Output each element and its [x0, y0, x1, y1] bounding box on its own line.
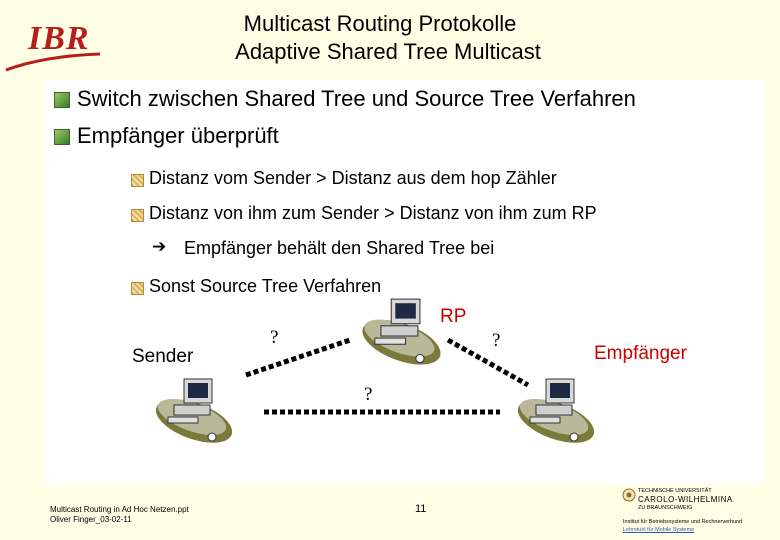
bullet-distanz-sender: Distanz vom Sender > Distanz aus dem hop Zähler [149, 168, 557, 188]
question-mark-left: ? [270, 327, 279, 348]
arrow-right-icon: ➔ [152, 237, 167, 257]
question-mark-right: ? [492, 330, 501, 351]
page-number: 11 [415, 503, 427, 515]
question-mark-bottom: ? [364, 384, 373, 405]
bullet-source-tree: Sonst Source Tree Verfahren [149, 276, 382, 296]
chair-line[interactable]: Lehrstuhl für Mobile Systeme [623, 527, 695, 533]
bullet-empfaenger: Empfänger überprüft [77, 123, 279, 148]
university-line-2: CAROLO-WILHELMINA [638, 495, 733, 504]
university-line-1: TECHNISCHE UNIVERSITÄT [638, 488, 712, 494]
link-sender-rp [246, 340, 350, 375]
footer-filename: Multicast Routing in Ad Hoc Netzen.ppt [50, 505, 189, 514]
title-line-2: Adaptive Shared Tree Multicast [235, 39, 541, 64]
bullet-switch: Switch zwischen Shared Tree und Source Tree Verfahren [77, 86, 636, 111]
institute-line: Institut für Betriebssysteme und Rechnerverbund [623, 519, 743, 525]
bullet-shared-tree: Empfänger behält den Shared Tree bei [184, 238, 495, 258]
sender-label: Sender [132, 346, 194, 367]
receiver-label: Empfänger [594, 343, 687, 364]
bullet-distanz-rp: Distanz von ihm zum Sender > Distanz von ihm zum RP [149, 203, 597, 223]
footer-author-date: Oliver Finger_03-02-11 [50, 515, 132, 524]
ibr-logo: IBR [28, 20, 90, 57]
university-seal-icon [622, 488, 636, 502]
rp-label: RP [440, 306, 467, 327]
receiver-computer-icon [512, 375, 602, 453]
title-line-1: Multicast Routing Protokolle [243, 11, 517, 36]
rp-computer-icon [355, 295, 450, 375]
sender-computer-icon [150, 375, 240, 453]
university-line-3: ZU BRAUNSCHWEIG [638, 505, 693, 511]
